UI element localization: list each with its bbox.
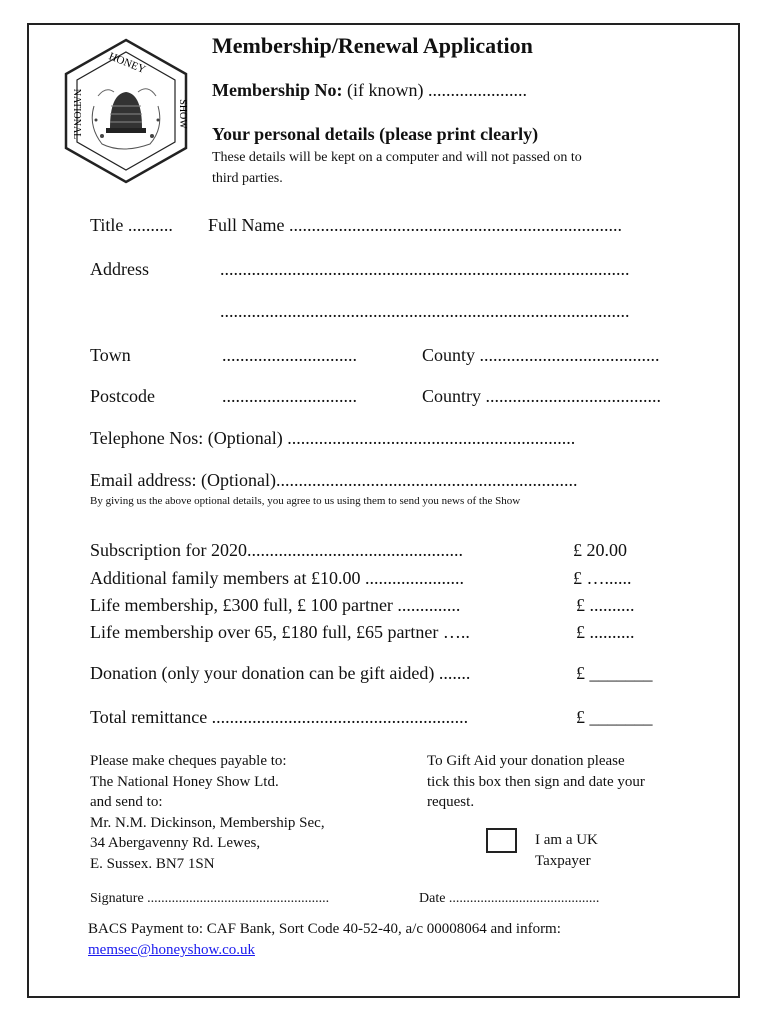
town-label: Town	[90, 345, 131, 365]
total-remittance-label: Total remittance .........................................................	[90, 707, 469, 727]
consent-note: By giving us the above optional details, you agree to us using them to send you news of the Show	[90, 495, 521, 507]
total-remittance-field[interactable]: £ _______	[576, 707, 653, 727]
title-field[interactable]: Title ..........	[90, 215, 173, 235]
form-title: Membership/Renewal Application	[212, 33, 533, 58]
gift-aid-text: To Gift Aid your donation please tick this box then sign and date your request.	[427, 753, 645, 810]
uk-taxpayer-checkbox[interactable]	[486, 828, 517, 853]
fee-label-subscription: Subscription for 2020................................................	[90, 540, 463, 560]
fee-amount-life-over-65[interactable]: £ ..........	[576, 622, 635, 642]
signature-field[interactable]: Signature ....................................................	[90, 891, 330, 906]
bacs-payment-text: BACS Payment to: CAF Bank, Sort Code 40-52-40, a/c 00008064 and inform:	[88, 921, 561, 937]
donation-label: Donation (only your donation can be gift aided) .......	[90, 663, 471, 683]
address-line2-field[interactable]: ...........................................................................................	[220, 301, 630, 321]
address-line1-field[interactable]: ...........................................................................................	[220, 259, 630, 279]
logo-right-text: SHOW	[177, 99, 188, 129]
privacy-note-line2: third parties.	[212, 171, 283, 186]
cheque-instructions: Please make cheques payable to: The National Honey Show Ltd. and send to: Mr. N.M. Dickinson, Membership Sec, 34 Abergavenny Rd. Lewes, E. Sussex. BN7 1SN	[90, 753, 325, 872]
date-field[interactable]: Date ...........................................	[419, 891, 600, 906]
postcode-field[interactable]: ..............................	[222, 386, 357, 406]
full-name-field[interactable]: Full Name ..........................................................................	[208, 215, 622, 235]
logo-top-text: HONEY	[107, 50, 148, 76]
uk-taxpayer-label: I am a UK Taxpayer	[535, 832, 598, 869]
country-field[interactable]: Country .......................................	[422, 386, 662, 406]
donation-amount-field[interactable]: £ _______	[576, 663, 653, 683]
fee-label-life-over-65: Life membership over 65, £180 full, £65 partner …..	[90, 622, 470, 642]
email-field[interactable]: Email address: (Optional)...................................................................	[90, 470, 578, 490]
county-field[interactable]: County ........................................	[422, 345, 660, 365]
fee-amount-life[interactable]: £ ..........	[576, 595, 635, 615]
fee-label-life: Life membership, £300 full, £ 100 partner ..............	[90, 595, 461, 615]
fee-amount-family[interactable]: £ …......	[573, 568, 632, 588]
postcode-label: Postcode	[90, 386, 155, 406]
town-field[interactable]: ..............................	[222, 345, 357, 365]
fee-amount-subscription: £ 20.00	[573, 540, 627, 560]
membership-no-label: Membership No:	[212, 80, 343, 100]
telephone-field[interactable]: Telephone Nos: (Optional) ................................................................	[90, 428, 576, 448]
membership-email-link[interactable]: memsec@honeyshow.co.uk	[88, 942, 255, 958]
privacy-note-line1: These details will be kept on a computer and will not passed on to	[212, 150, 582, 165]
address-label: Address	[90, 259, 149, 279]
membership-no-hint: (if known) ......................	[346, 80, 527, 100]
logo-left-text: NATIONAL	[71, 88, 82, 140]
national-honey-show-logo	[62, 36, 190, 186]
membership-number[interactable]	[212, 80, 527, 101]
personal-details-heading: Your personal details (please print clearly)	[212, 124, 539, 144]
fee-label-family: Additional family members at £10.00 ......................	[90, 568, 464, 588]
